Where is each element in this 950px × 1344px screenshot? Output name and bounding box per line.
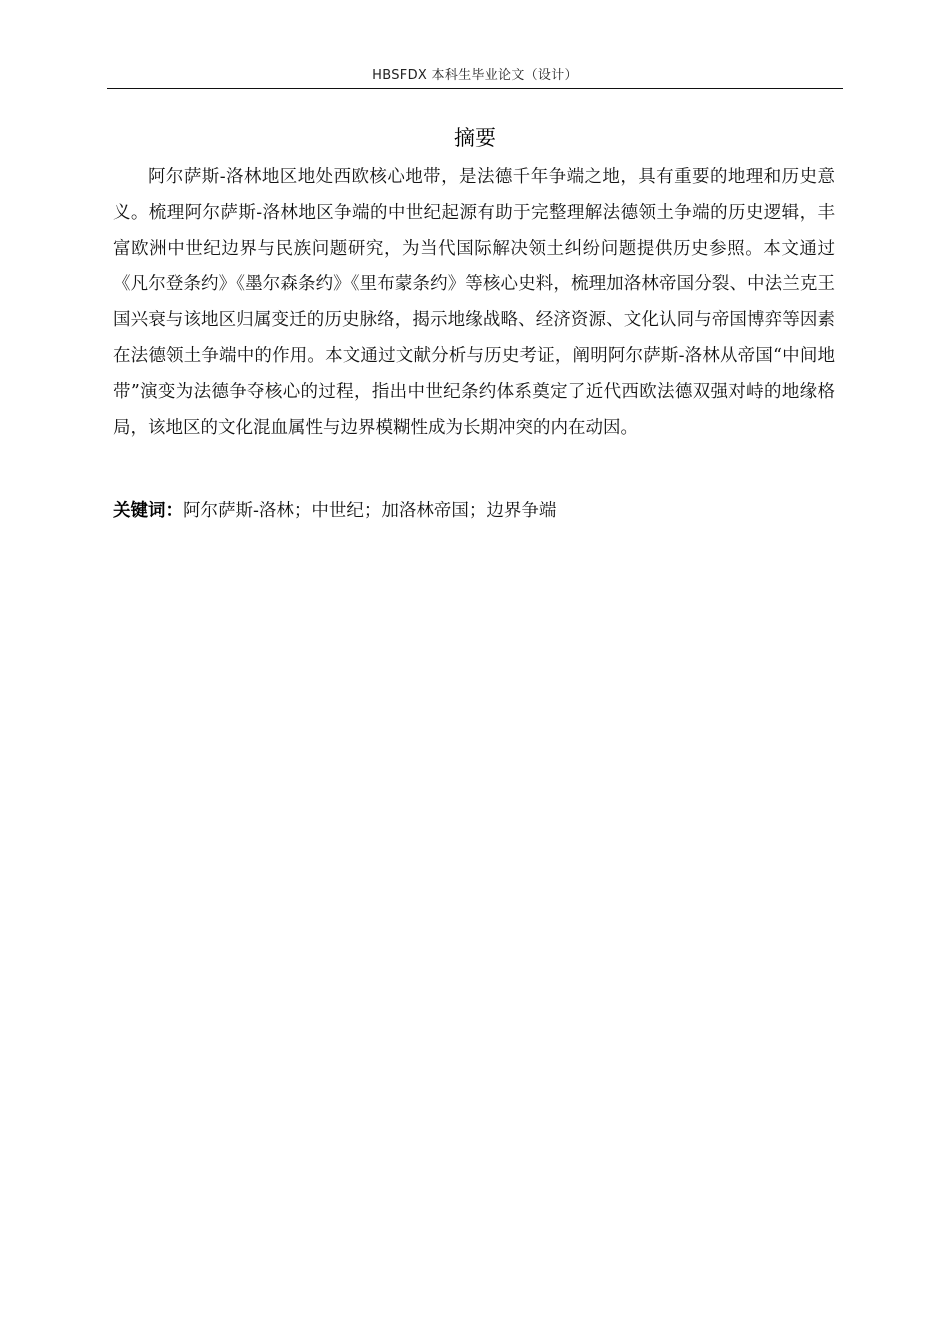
page-header: HBSFDX 本科生毕业论文（设计）	[372, 68, 578, 83]
keywords-label: 关键词：	[113, 501, 183, 521]
header-divider	[107, 88, 843, 89]
abstract-title: 摘要	[454, 126, 496, 150]
keywords-text: 阿尔萨斯-洛林；中世纪；加洛林帝国；边界争端	[183, 501, 557, 521]
abstract-body: 阿尔萨斯-洛林地区地处西欧核心地带，是法德千年争端之地，具有重要的地理和历史意义。梳理阿尔萨斯-洛林地区争端的中世纪起源有助于完整理解法德领土争端的历史逻辑，丰富欧洲中世纪边界与民族问题研究，为当代国际解决领土纠纷问题提供历史参照。本文通过《凡尔登条约》《墨尔森条约》《里布蒙条约》等核心史料，梳理加洛林帝国分裂、中法兰克王国兴衰与该地区归属变迁的历史脉络，揭示地缘战略、经济资源、文化认同与帝国博弈等因素在法德领土争端中的作用。本文通过文献分析与历史考证，阐明阿尔萨斯-洛林从帝国“中间地带”演变为法德争夺核心的过程，指出中世纪条约体系奠定了近代西欧法德双强对峙的地缘格局，该地区的文化混血属性与边界模糊性成为长期冲突的内在动因。	[113, 167, 835, 438]
keywords-line	[113, 497, 835, 525]
